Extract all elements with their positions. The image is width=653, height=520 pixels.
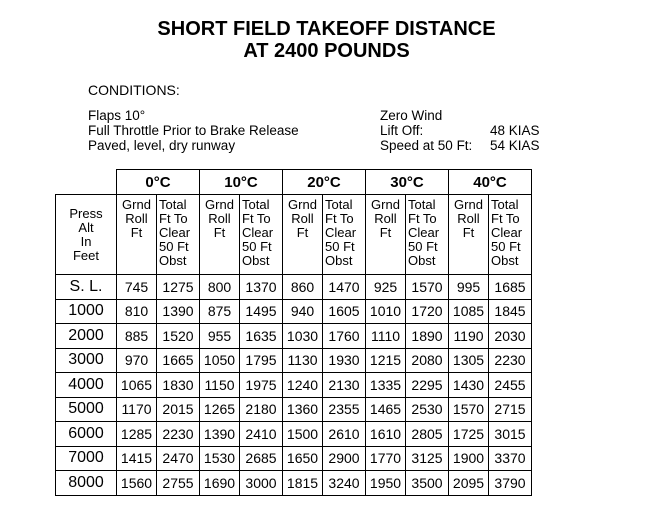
grnd-roll-cell: 885 bbox=[117, 324, 157, 349]
grnd-roll-header-line: Ft bbox=[213, 225, 226, 240]
grnd-roll-header-line: Roll bbox=[125, 211, 148, 226]
pressure-altitude-cell: 5000 bbox=[56, 397, 117, 422]
grnd-roll-header-line: Grnd bbox=[205, 197, 234, 212]
condition-speed50-value: 54 KIAS bbox=[490, 138, 540, 153]
grnd-roll-cell: 970 bbox=[117, 348, 157, 373]
total-distance-header-line: Total bbox=[491, 197, 519, 212]
total-distance-header-line: 50 Ft bbox=[491, 239, 521, 254]
table-row bbox=[56, 422, 532, 447]
grnd-roll-header-line: Ft bbox=[462, 225, 475, 240]
total-distance-cell: 1570 bbox=[406, 275, 449, 300]
table-row bbox=[56, 324, 532, 349]
press-alt-header-line: Press bbox=[69, 205, 103, 221]
condition-flaps: Flaps 10° bbox=[88, 108, 146, 123]
temperature-header-row bbox=[56, 170, 532, 195]
grnd-roll-header-line: Ft bbox=[130, 225, 143, 240]
temp-header: 30°C bbox=[366, 170, 449, 195]
temp-header: 40°C bbox=[449, 170, 532, 195]
grnd-roll-cell: 1050 bbox=[200, 348, 240, 373]
condition-runway: Paved, level, dry runway bbox=[88, 138, 236, 153]
grnd-roll-cell: 875 bbox=[200, 299, 240, 324]
total-distance-cell: 2410 bbox=[240, 422, 283, 447]
grnd-roll-cell: 1215 bbox=[366, 348, 406, 373]
grnd-roll-header bbox=[283, 195, 323, 275]
pressure-altitude-cell: 6000 bbox=[56, 422, 117, 447]
grnd-roll-header bbox=[449, 195, 489, 275]
grnd-roll-header bbox=[200, 195, 240, 275]
grnd-roll-cell: 1950 bbox=[366, 471, 406, 496]
total-distance-cell: 1665 bbox=[157, 348, 200, 373]
total-distance-cell: 1605 bbox=[323, 299, 366, 324]
total-distance-cell: 1495 bbox=[240, 299, 283, 324]
temp-header: 20°C bbox=[283, 170, 366, 195]
total-distance-cell: 2030 bbox=[489, 324, 532, 349]
grnd-roll-cell: 1150 bbox=[200, 373, 240, 398]
pressure-altitude-cell: 8000 bbox=[56, 471, 117, 496]
grnd-roll-cell: 995 bbox=[449, 275, 489, 300]
grnd-roll-cell: 1335 bbox=[366, 373, 406, 398]
grnd-roll-header-line: Grnd bbox=[371, 197, 400, 212]
grnd-roll-cell: 1900 bbox=[449, 446, 489, 471]
condition-speed50-label: Speed at 50 Ft: bbox=[380, 138, 473, 153]
column-header-row bbox=[56, 195, 532, 275]
chart-title-line2: AT 2400 POUNDS bbox=[243, 40, 410, 62]
conditions-heading: CONDITIONS: bbox=[88, 82, 180, 98]
grnd-roll-header bbox=[117, 195, 157, 275]
total-distance-cell: 1975 bbox=[240, 373, 283, 398]
temp-header: 10°C bbox=[200, 170, 283, 195]
grnd-roll-header-line: Ft bbox=[379, 225, 392, 240]
total-distance-header-line: Clear bbox=[408, 225, 440, 240]
total-distance-cell: 2685 bbox=[240, 446, 283, 471]
total-distance-header-line: Clear bbox=[325, 225, 357, 240]
chart-title-line1: SHORT FIELD TAKEOFF DISTANCE bbox=[157, 18, 496, 40]
grnd-roll-cell: 1815 bbox=[283, 471, 323, 496]
total-distance-header-line: 50 Ft bbox=[159, 239, 189, 254]
total-distance-cell: 1390 bbox=[157, 299, 200, 324]
total-distance-cell: 1720 bbox=[406, 299, 449, 324]
total-distance-header-line: Ft To bbox=[242, 211, 271, 226]
total-distance-cell: 2230 bbox=[157, 422, 200, 447]
grnd-roll-cell: 925 bbox=[366, 275, 406, 300]
grnd-roll-cell: 1130 bbox=[283, 348, 323, 373]
total-distance-header-line: 50 Ft bbox=[408, 239, 438, 254]
temp-header: 0°C bbox=[117, 170, 200, 195]
total-distance-cell: 2900 bbox=[323, 446, 366, 471]
total-distance-header-line: Clear bbox=[491, 225, 523, 240]
total-distance-cell: 1635 bbox=[240, 324, 283, 349]
total-distance-cell: 2080 bbox=[406, 348, 449, 373]
total-distance-cell: 1845 bbox=[489, 299, 532, 324]
total-distance-header-line: Clear bbox=[242, 225, 274, 240]
total-distance-cell: 1930 bbox=[323, 348, 366, 373]
grnd-roll-cell: 1415 bbox=[117, 446, 157, 471]
total-distance-header-line: Obst bbox=[159, 253, 187, 268]
condition-liftoff-value: 48 KIAS bbox=[490, 123, 540, 138]
total-distance-cell: 1520 bbox=[157, 324, 200, 349]
total-distance-header bbox=[240, 195, 283, 275]
grnd-roll-cell: 1725 bbox=[449, 422, 489, 447]
total-distance-cell: 3015 bbox=[489, 422, 532, 447]
press-alt-header-line: Alt bbox=[78, 219, 94, 235]
grnd-roll-header-line: Grnd bbox=[454, 197, 483, 212]
condition-liftoff-label: Lift Off: bbox=[380, 123, 424, 138]
grnd-roll-cell: 940 bbox=[283, 299, 323, 324]
total-distance-header-line: Ft To bbox=[325, 211, 354, 226]
total-distance-header bbox=[157, 195, 200, 275]
total-distance-header bbox=[323, 195, 366, 275]
total-distance-cell: 2355 bbox=[323, 397, 366, 422]
grnd-roll-cell: 1465 bbox=[366, 397, 406, 422]
grnd-roll-header-line: Roll bbox=[457, 211, 480, 226]
pressure-altitude-cell: S. L. bbox=[56, 275, 117, 300]
total-distance-cell: 1275 bbox=[157, 275, 200, 300]
grnd-roll-cell: 1690 bbox=[200, 471, 240, 496]
total-distance-header-line: Obst bbox=[408, 253, 436, 268]
grnd-roll-cell: 1390 bbox=[200, 422, 240, 447]
conditions-right-labels bbox=[380, 108, 472, 153]
takeoff-distance-table bbox=[55, 169, 532, 496]
grnd-roll-cell: 810 bbox=[117, 299, 157, 324]
total-distance-header-line: Ft To bbox=[159, 211, 188, 226]
pressure-altitude-cell: 2000 bbox=[56, 324, 117, 349]
total-distance-cell: 2530 bbox=[406, 397, 449, 422]
total-distance-cell: 3500 bbox=[406, 471, 449, 496]
grnd-roll-header bbox=[366, 195, 406, 275]
press-alt-header-line: In bbox=[80, 233, 92, 249]
grnd-roll-cell: 1085 bbox=[449, 299, 489, 324]
total-distance-cell: 1830 bbox=[157, 373, 200, 398]
table-row bbox=[56, 446, 532, 471]
table-row bbox=[56, 348, 532, 373]
grnd-roll-cell: 1560 bbox=[117, 471, 157, 496]
pressure-altitude-cell: 7000 bbox=[56, 446, 117, 471]
total-distance-header-line: Ft To bbox=[491, 211, 520, 226]
grnd-roll-cell: 1770 bbox=[366, 446, 406, 471]
grnd-roll-cell: 1360 bbox=[283, 397, 323, 422]
total-distance-cell: 2455 bbox=[489, 373, 532, 398]
total-distance-cell: 2470 bbox=[157, 446, 200, 471]
grnd-roll-cell: 1610 bbox=[366, 422, 406, 447]
pressure-altitude-cell: 3000 bbox=[56, 348, 117, 373]
total-distance-header-line: Obst bbox=[325, 253, 353, 268]
grnd-roll-cell: 1430 bbox=[449, 373, 489, 398]
condition-throttle: Full Throttle Prior to Brake Release bbox=[88, 123, 299, 138]
grnd-roll-cell: 1285 bbox=[117, 422, 157, 447]
condition-wind: Zero Wind bbox=[380, 108, 443, 123]
total-distance-header-line: Total bbox=[325, 197, 353, 212]
total-distance-cell: 2130 bbox=[323, 373, 366, 398]
total-distance-cell: 2805 bbox=[406, 422, 449, 447]
grnd-roll-cell: 2095 bbox=[449, 471, 489, 496]
table-corner bbox=[56, 170, 117, 195]
grnd-roll-cell: 1240 bbox=[283, 373, 323, 398]
grnd-roll-cell: 800 bbox=[200, 275, 240, 300]
pressure-altitude-cell: 1000 bbox=[56, 299, 117, 324]
grnd-roll-cell: 1305 bbox=[449, 348, 489, 373]
grnd-roll-cell: 1530 bbox=[200, 446, 240, 471]
total-distance-header-line: Obst bbox=[491, 253, 519, 268]
grnd-roll-header-line: Roll bbox=[208, 211, 231, 226]
grnd-roll-header-line: Roll bbox=[291, 211, 314, 226]
grnd-roll-cell: 1265 bbox=[200, 397, 240, 422]
total-distance-cell: 3000 bbox=[240, 471, 283, 496]
total-distance-cell: 2610 bbox=[323, 422, 366, 447]
total-distance-header bbox=[406, 195, 449, 275]
table-row bbox=[56, 275, 532, 300]
total-distance-cell: 3370 bbox=[489, 446, 532, 471]
grnd-roll-cell: 1110 bbox=[366, 324, 406, 349]
grnd-roll-cell: 745 bbox=[117, 275, 157, 300]
total-distance-header-line: Obst bbox=[242, 253, 270, 268]
grnd-roll-header-line: Roll bbox=[374, 211, 397, 226]
grnd-roll-cell: 1065 bbox=[117, 373, 157, 398]
total-distance-header bbox=[489, 195, 532, 275]
total-distance-cell: 3125 bbox=[406, 446, 449, 471]
grnd-roll-header-line: Ft bbox=[296, 225, 309, 240]
total-distance-header-line: 50 Ft bbox=[242, 239, 272, 254]
grnd-roll-header-line: Grnd bbox=[122, 197, 151, 212]
total-distance-cell: 2180 bbox=[240, 397, 283, 422]
grnd-roll-cell: 1030 bbox=[283, 324, 323, 349]
total-distance-header-line: Total bbox=[159, 197, 187, 212]
grnd-roll-cell: 1650 bbox=[283, 446, 323, 471]
total-distance-header-line: Ft To bbox=[408, 211, 437, 226]
table-row bbox=[56, 299, 532, 324]
total-distance-cell: 1795 bbox=[240, 348, 283, 373]
total-distance-header-line: 50 Ft bbox=[325, 239, 355, 254]
total-distance-cell: 2295 bbox=[406, 373, 449, 398]
grnd-roll-cell: 1570 bbox=[449, 397, 489, 422]
grnd-roll-cell: 1010 bbox=[366, 299, 406, 324]
grnd-roll-cell: 1500 bbox=[283, 422, 323, 447]
total-distance-header-line: Total bbox=[408, 197, 436, 212]
table-row bbox=[56, 397, 532, 422]
total-distance-header-line: Total bbox=[242, 197, 270, 212]
total-distance-cell: 1890 bbox=[406, 324, 449, 349]
total-distance-cell: 3240 bbox=[323, 471, 366, 496]
total-distance-cell: 2755 bbox=[157, 471, 200, 496]
total-distance-cell: 3790 bbox=[489, 471, 532, 496]
total-distance-cell: 2015 bbox=[157, 397, 200, 422]
table-row bbox=[56, 471, 532, 496]
grnd-roll-header-line: Grnd bbox=[288, 197, 317, 212]
grnd-roll-cell: 1170 bbox=[117, 397, 157, 422]
total-distance-header-line: Clear bbox=[159, 225, 191, 240]
grnd-roll-cell: 1190 bbox=[449, 324, 489, 349]
pressure-altitude-cell: 4000 bbox=[56, 373, 117, 398]
total-distance-cell: 1685 bbox=[489, 275, 532, 300]
grnd-roll-cell: 860 bbox=[283, 275, 323, 300]
press-alt-header-line: Feet bbox=[72, 247, 99, 263]
total-distance-cell: 2230 bbox=[489, 348, 532, 373]
total-distance-cell: 1370 bbox=[240, 275, 283, 300]
total-distance-cell: 1760 bbox=[323, 324, 366, 349]
total-distance-cell: 1470 bbox=[323, 275, 366, 300]
grnd-roll-cell: 955 bbox=[200, 324, 240, 349]
table-row bbox=[56, 373, 532, 398]
conditions-left bbox=[88, 108, 299, 153]
conditions-right-values bbox=[490, 123, 540, 153]
total-distance-cell: 2715 bbox=[489, 397, 532, 422]
press-alt-header bbox=[56, 195, 117, 275]
